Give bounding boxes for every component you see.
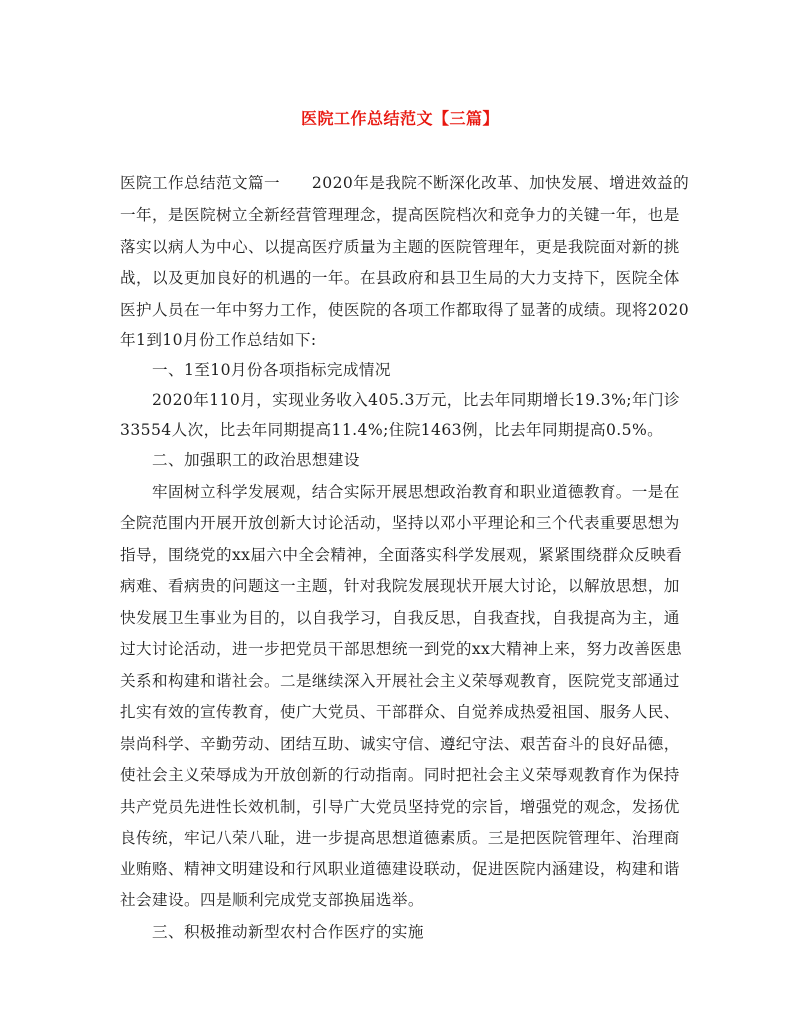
text-line: 一年，是医院树立全新经营管理理念，提高医院档次和竞争力的关键一年，也是: [120, 206, 680, 224]
section-heading: 一、1至10月份各项指标完成情况: [120, 361, 391, 379]
section-heading: 三、积极推动新型农村合作医疗的实施: [120, 923, 424, 941]
document-title: 医院工作总结范文【三篇】: [300, 109, 499, 128]
text-line: 崇尚科学、辛勤劳动、团结互助、诚实守信、遵纪守法、艰苦奋斗的良好品德，: [120, 735, 680, 753]
text-line: 33554人次，比去年同期提高11.4%;住院1463例，比去年同期提高0.5%。: [120, 421, 664, 439]
text-line: 共产党员先进性长效机制，引导广大党员坚持党的宗旨，增强党的观念，发扬优: [120, 798, 680, 816]
text-line: 关系和构建和谐社会。二是继续深入开展社会主义荣辱观教育，医院党支部通过: [120, 672, 680, 690]
text-line: 落实以病人为中心、以提高医疗质量为主题的医院管理年，更是我院面对新的挑: [120, 238, 680, 256]
text-line: 病难、看病贵的问题这一主题，针对我院发展现状开展大讨论，以解放思想，加: [120, 577, 680, 595]
text-line: 过大讨论活动，进一步把党员干部思想统一到党的xx大精神上来，努力改善医患: [120, 640, 683, 658]
text-line: 快发展卫生事业为目的，以自我学习，自我反思，自我查找，自我提高为主，通: [120, 609, 680, 627]
text-line: 扎实有效的宣传教育，使广大党员、干部群众、自觉养成热爱祖国、服务人民、: [120, 703, 680, 721]
text-line: 医院工作总结范文篇一 2020年是我院不断深化改革、加快发展、增进效益的: [120, 174, 690, 192]
text-line: 良传统，牢记八荣八耻，进一步提高思想道德素质。三是把医院管理年、治理商: [120, 829, 680, 847]
section-heading: 二、加强职工的政治思想建设: [120, 451, 360, 469]
text-line: 社会建设。四是顺利完成党支部换届选举。: [120, 891, 424, 909]
text-line: 医护人员在一年中努力工作，使医院的各项工作都取得了显著的成绩。现将2020: [120, 301, 690, 319]
text-line: 业贿赂、精神文明建设和行风职业道德建设联动，促进医院内涵建设，构建和谐: [120, 860, 680, 878]
text-line: 年1到10月份工作总结如下:: [120, 331, 317, 349]
text-line: 战，以及更加良好的机遇的一年。在县政府和县卫生局的大力支持下，医院全体: [120, 269, 680, 287]
text-line: 牢固树立科学发展观，结合实际开展思想政治教育和职业道德教育。一是在: [120, 483, 680, 501]
text-line: 2020年110月，实现业务收入405.3万元，比去年同期增长19.3%;年门诊: [120, 391, 680, 409]
text-line: 指导，围绕党的xx届六中全会精神，全面落实科学发展观，紧紧围绕群众反映看: [120, 546, 683, 564]
text-line: 全院范围内开展开放创新大讨论活动，坚持以邓小平理论和三个代表重要思想为: [120, 514, 680, 532]
text-line: 使社会主义荣辱成为开放创新的行动指南。同时把社会主义荣辱观教育作为保持: [120, 766, 680, 784]
